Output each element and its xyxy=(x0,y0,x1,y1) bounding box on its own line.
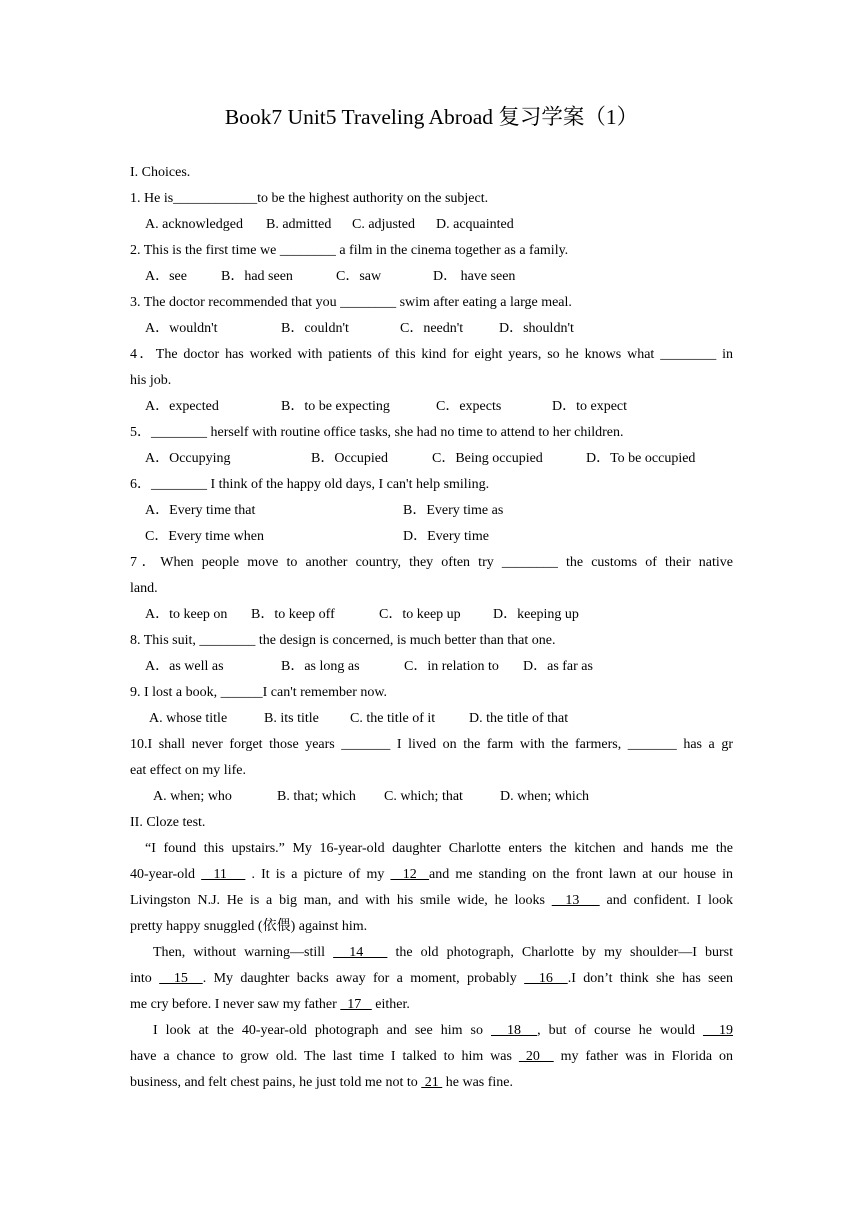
option-c: C. which; that xyxy=(384,789,463,804)
cloze-blank-11: 11 xyxy=(201,867,246,882)
option-c: C．saw xyxy=(336,269,382,284)
cloze-paragraph-1-line-1: “I found this upstairs.” My 16-year-old daughter Charlotte enters the kitchen and hands me the xyxy=(145,841,733,856)
question-8: 8. This suit, ________ the design is concerned, is much better than that one. xyxy=(130,633,556,648)
option-c: C．Every time when xyxy=(145,529,264,544)
question-7-cont: land. xyxy=(130,581,158,596)
cloze-paragraph-2-line-3: me cry before. I never saw my father 17 either. xyxy=(130,997,410,1012)
question-6: 6．________ I think of the happy old days, I can't help smiling. xyxy=(130,477,490,492)
question-9: 9. I lost a book, ______I can't remember now. xyxy=(130,685,388,700)
cloze-blank-19: 19 xyxy=(702,1023,733,1038)
question-4-options xyxy=(130,394,733,420)
option-b: B．Occupied xyxy=(311,451,388,466)
question-10-options xyxy=(130,784,733,810)
option-d: D．shouldn't xyxy=(499,321,574,336)
question-7-options xyxy=(130,602,733,628)
option-a: A．see xyxy=(145,269,187,284)
option-d: D. the title of that xyxy=(469,711,569,726)
cloze-paragraph-2-line-2: into 15 . My daughter backs away for a moment, probably 16 .I don’t think she has seen xyxy=(130,971,734,986)
option-c: C．Being occupied xyxy=(432,451,543,466)
page-title: Book7 Unit5 Traveling Abroad 复习学案（1） xyxy=(224,105,639,129)
option-a: A．Occupying xyxy=(145,451,231,466)
option-d: D. acquainted xyxy=(436,217,514,232)
option-a: A．to keep on xyxy=(145,607,228,622)
option-d: D．To be occupied xyxy=(586,451,696,466)
option-a: A．Every time that xyxy=(145,503,256,518)
cloze-paragraph-2-line-1: Then, without warning—still 14 the old photograph, Charlotte by my shoulder—I burst xyxy=(153,945,733,960)
option-c: C. the title of it xyxy=(350,711,436,726)
question-6-options-row1 xyxy=(130,498,733,524)
option-a: A．wouldn't xyxy=(145,321,218,336)
option-c: C．expects xyxy=(436,399,502,414)
option-b: B．as long as xyxy=(281,659,360,674)
question-1: 1. He is____________to be the highest authority on the subject. xyxy=(130,191,489,206)
section-heading-choices: I. Choices. xyxy=(130,165,191,180)
option-c: C．to keep up xyxy=(379,607,461,622)
question-4-cont: his job. xyxy=(130,373,172,388)
question-7: 7．When people move to another country, they often try ________ the customs of their native xyxy=(130,555,733,570)
cloze-blank-21: 21 xyxy=(421,1075,443,1090)
option-b: B. admitted xyxy=(266,217,332,232)
cloze-paragraph-3-line-1: I look at the 40-year-old photograph and see him so 18 , but of course he would 19 xyxy=(153,1023,733,1038)
option-a: A. whose title xyxy=(149,711,228,726)
section-heading-cloze: II. Cloze test. xyxy=(130,815,206,830)
option-b: B．had seen xyxy=(221,269,293,284)
option-b: B．couldn't xyxy=(281,321,349,336)
cloze-paragraph-1-line-2: 40-year-old 11 . It is a picture of my 12 and me standing on the front lawn at our house in xyxy=(130,867,734,882)
cloze-blank-12: 12 xyxy=(390,867,430,882)
question-5-options xyxy=(130,446,733,472)
cloze-paragraph-3-line-2: have a chance to grow old. The last time I talked to him was 20 my father was in Florida on xyxy=(130,1049,734,1064)
option-b: B．Every time as xyxy=(403,503,504,518)
option-a: A．as well as xyxy=(145,659,224,674)
option-b: B．to keep off xyxy=(251,607,335,622)
cloze-blank-16: 16 xyxy=(524,971,568,986)
option-d: D．keeping up xyxy=(493,607,579,622)
option-a: A. when; who xyxy=(153,789,232,804)
question-1-options xyxy=(130,212,733,238)
option-d: D. when; which xyxy=(500,789,590,804)
option-c: C．needn't xyxy=(400,321,464,336)
question-6-options-row2 xyxy=(130,524,733,550)
question-3: 3. The doctor recommended that you ________ swim after eating a large meal. xyxy=(130,295,572,310)
cloze-blank-14: 14 xyxy=(333,945,388,960)
option-d: D．Every time xyxy=(403,529,489,544)
option-b: B．to be expecting xyxy=(281,399,390,414)
option-d: D．to expect xyxy=(552,399,628,414)
option-b: B. that; which xyxy=(277,789,356,804)
option-a: A. acknowledged xyxy=(145,217,243,232)
document-body xyxy=(130,160,733,1096)
question-5: 5．________ herself with routine office tasks, she had no time to attend to her children. xyxy=(130,425,624,440)
cloze-blank-13: 13 xyxy=(551,893,600,908)
question-10-cont: eat effect on my life. xyxy=(130,763,246,778)
cloze-paragraph-3-line-3: business, and felt chest pains, he just told me not to 21 he was fine. xyxy=(130,1075,514,1090)
option-b: B. its title xyxy=(264,711,319,726)
option-d: D． have seen xyxy=(433,269,516,284)
cloze-blank-17: 17 xyxy=(340,997,372,1012)
question-4: 4．The doctor has worked with patients of this kind for eight years, so he knows what ________ in xyxy=(130,347,733,362)
question-9-options xyxy=(130,706,733,732)
question-10: 10.I shall never forget those years _______ I lived on the farm with the farmers, _______ has a gr xyxy=(130,737,733,752)
question-8-options xyxy=(130,654,733,680)
cloze-paragraph-1-line-3: Livingston N.J. He is a big man, and with his smile wide, he looks 13 and confident. I look xyxy=(130,893,734,908)
option-c: C. adjusted xyxy=(352,217,415,232)
option-a: A．expected xyxy=(145,399,219,414)
question-2-options xyxy=(130,264,733,290)
cloze-paragraph-1-line-4: pretty happy snuggled (依偎) against him. xyxy=(130,919,368,934)
cloze-blank-15: 15 xyxy=(159,971,203,986)
cloze-blank-18: 18 xyxy=(491,1023,538,1038)
question-2: 2. This is the first time we ________ a film in the cinema together as a family. xyxy=(130,243,569,258)
question-3-options xyxy=(130,316,733,342)
option-c: C．in relation to xyxy=(404,659,499,674)
option-d: D．as far as xyxy=(523,659,593,674)
cloze-blank-20: 20 xyxy=(518,1049,554,1064)
